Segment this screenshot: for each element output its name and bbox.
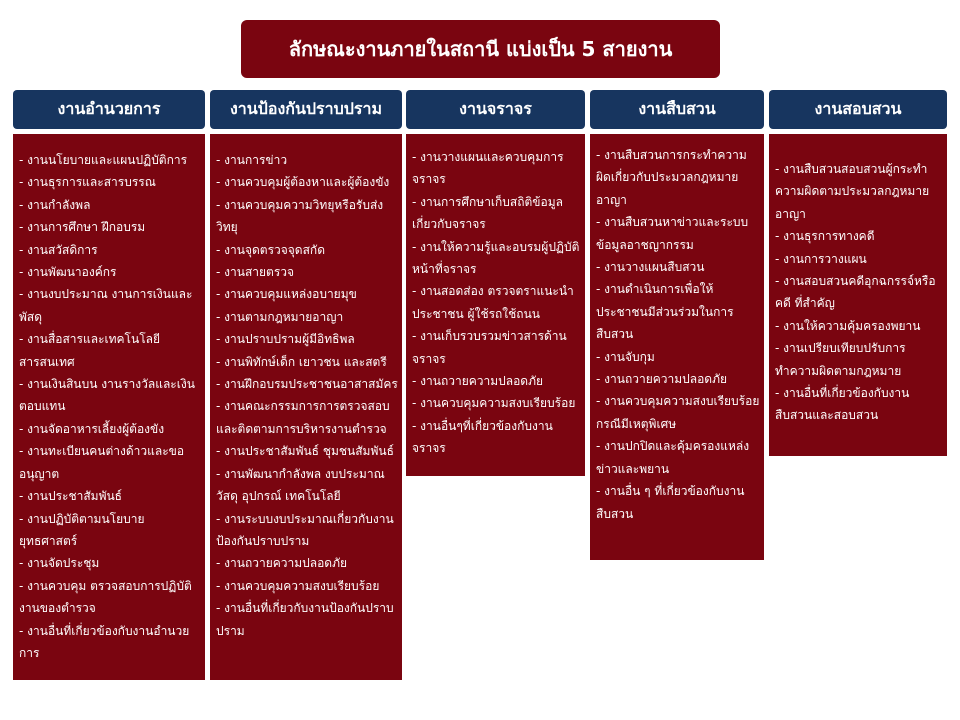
list-item: - งานงบประมาณ งานการเงินและพัสดุ	[19, 287, 193, 324]
list-item: - งานจับกุม	[596, 349, 655, 364]
column-body-inquiry	[769, 134, 947, 456]
list-item: - งานสายตรวจ	[216, 265, 295, 280]
list-item: - งานคณะกรรมการการตรวจสอบและติดตามการบริหารงานตำรวจ	[216, 399, 390, 436]
list-item: - งานอื่นที่เกี่ยวกับงานป้องกันปราบปราม	[216, 601, 394, 638]
list-item: - งานการข่าว	[216, 153, 288, 167]
column-body-investigation	[590, 134, 764, 560]
list-item: - งานธุรการทางคดี	[775, 229, 875, 244]
list-item: - งานควบคุมผู้ต้องหาและผู้ต้องขัง	[216, 175, 390, 190]
list-item: - งานตามกฎหมายอาญา	[216, 309, 344, 324]
column-header-inquiry: งานสอบสวน	[769, 90, 947, 129]
list-item: - งานสอดส่อง ตรวจตราแนะนำประชาชน ผู้ใช้รถใช้ถนน	[412, 284, 574, 321]
list-item: - งานวางแผนและควบคุมการจราจร	[412, 150, 564, 187]
list-item: - งานอื่นๆที่เกี่ยวข้องกับงานจราจร	[412, 418, 553, 456]
list-item: - งานพัฒนากำลังพล งบประมาณ วัสดุ อุปกรณ์ เทคโนโลยี	[216, 466, 385, 504]
list-item: - งานถวายความปลอดภัย	[216, 556, 348, 571]
list-item: - งานควบคุมความสงบเรียบร้อย	[412, 396, 576, 411]
list-item: - งานการศึกษา ฝึกอบรม	[19, 220, 146, 235]
list-item: - งานประชาสัมพันธ์ ชุมชนสัมพันธ์	[216, 444, 394, 459]
list-item: - งานเปรียบเทียบปรับการทำความผิดตามกฎหมาย	[775, 341, 906, 378]
page-title: ลักษณะงานภายในสถานี แบ่งเป็น 5 สายงาน	[241, 20, 720, 78]
list-item: - งานปฏิบัติตามนโยบายยุทธศาสตร์	[19, 511, 145, 548]
list-item: - งานพัฒนาองค์กร	[19, 265, 117, 280]
list-item: - งานควบคุมแหล่งอบายมุข	[216, 287, 357, 302]
column-header-traffic: งานจราจร	[406, 90, 585, 129]
list-item: - งานการศึกษาเก็บสถิติข้อมูลเกี่ยวกับจราจร	[412, 194, 563, 232]
list-item: - งานปกปิดและคุ้มครองแหล่งข่าวและพยาน	[596, 439, 750, 476]
list-item: - งานระบบงบประมาณเกี่ยวกับงานป้องกันปราบปราม	[216, 511, 394, 548]
list-item: - งานทะเบียนคนต่างด้าวและขออนุญาต	[19, 444, 185, 481]
list-item: - งานถวายความปลอดภัย	[412, 374, 544, 389]
column-body-administration	[13, 134, 205, 680]
list-item: - งานให้ความรู้และอบรมผู้ปฏิบัติหน้าที่จราจร	[412, 239, 580, 277]
list-item: - งานปราบปรามผู้มีอิทธิพล	[216, 332, 355, 347]
list-item: - งานเงินสินบน งานรางวัลและเงินตอบแทน	[19, 377, 195, 414]
column-header-crime-prevention: งานป้องกันปราบปราม	[210, 90, 402, 129]
list-item: - งานธุรการและสารบรรณ	[19, 175, 156, 190]
list-item: - งานจุดตรวจจุดสกัด	[216, 242, 325, 257]
list-item: - งานสอบสวนคดีอุกฉกรรจ์หรือคดี ที่สำคัญ	[775, 274, 936, 311]
list-item: - งานให้ความคุ้มครองพยาน	[775, 318, 921, 333]
list-item: - งานจัดอาหารเลี้ยงผู้ต้องขัง	[19, 421, 165, 436]
list-item: - งานวางแผนสืบสวน	[596, 260, 705, 275]
list-item: - งานเก็บรวบรวมข่าวสารด้านจราจร	[412, 329, 567, 366]
list-item: - งานควบคุมความสงบเรียบร้อย	[216, 578, 380, 593]
list-item: - งานควบคุมความสงบเรียบร้อยกรณีมีเหตุพิเศษ	[596, 394, 760, 431]
list-item: - งานประชาสัมพันธ์	[19, 489, 123, 504]
column-body-traffic	[406, 134, 585, 476]
column-header-investigation: งานสืบสวน	[590, 90, 764, 129]
list-item: - งานอื่นที่เกี่ยวข้องกับงานสืบสวนและสอบสวน	[775, 386, 910, 423]
list-item: - งานถวายความปลอดภัย	[596, 372, 728, 387]
list-item: - งานควบคุม ตรวจสอบการปฏิบัติงานของตำรวจ	[19, 578, 192, 616]
list-item: - งานการวางแผน	[775, 251, 867, 266]
list-item: - งานอื่น ๆ ที่เกี่ยวข้องกับงานสืบสวน	[596, 484, 745, 521]
list-item: - งานจัดประชุม	[19, 556, 100, 571]
column-body-crime-prevention	[210, 134, 402, 680]
list-item: - งานดำเนินการเพื่อให้ประชาชนมีส่วนร่วมในการสืบสวน	[596, 282, 734, 342]
list-item: - งานสืบสวนหาข่าวและระบบข้อมูลอาชญากรรม	[596, 215, 749, 252]
list-item: - งานกำลังพล	[19, 197, 91, 212]
list-item: - งานอื่นที่เกี่ยวข้องกับงานอำนวยการ	[19, 623, 190, 660]
column-header-administration: งานอำนวยการ	[13, 90, 205, 129]
list-item: - งานควบคุมความวิทยุหรือรับส่งวิทยุ	[216, 197, 384, 235]
list-item: - งานสืบสวนการกระทำความผิดเกี่ยวกับประมวลกฎหมายอาญา	[596, 148, 747, 207]
list-item: - งานสื่อสารและเทคโนโลยีสารสนเทศ	[19, 332, 161, 369]
list-item: - งานพิทักษ์เด็ก เยาวชน และสตรี	[216, 354, 387, 369]
list-item: - งานสืบสวนสอบสวนผู้กระทำความผิดตามประมวลกฎหมายอาญา	[775, 162, 930, 221]
list-item: - งานนโยบายและแผนปฏิบัติการ	[19, 153, 188, 167]
list-item: - งานสวัสดิการ	[19, 242, 98, 257]
list-item: - งานฝึกอบรมประชาชนอาสาสมัคร	[216, 377, 398, 392]
